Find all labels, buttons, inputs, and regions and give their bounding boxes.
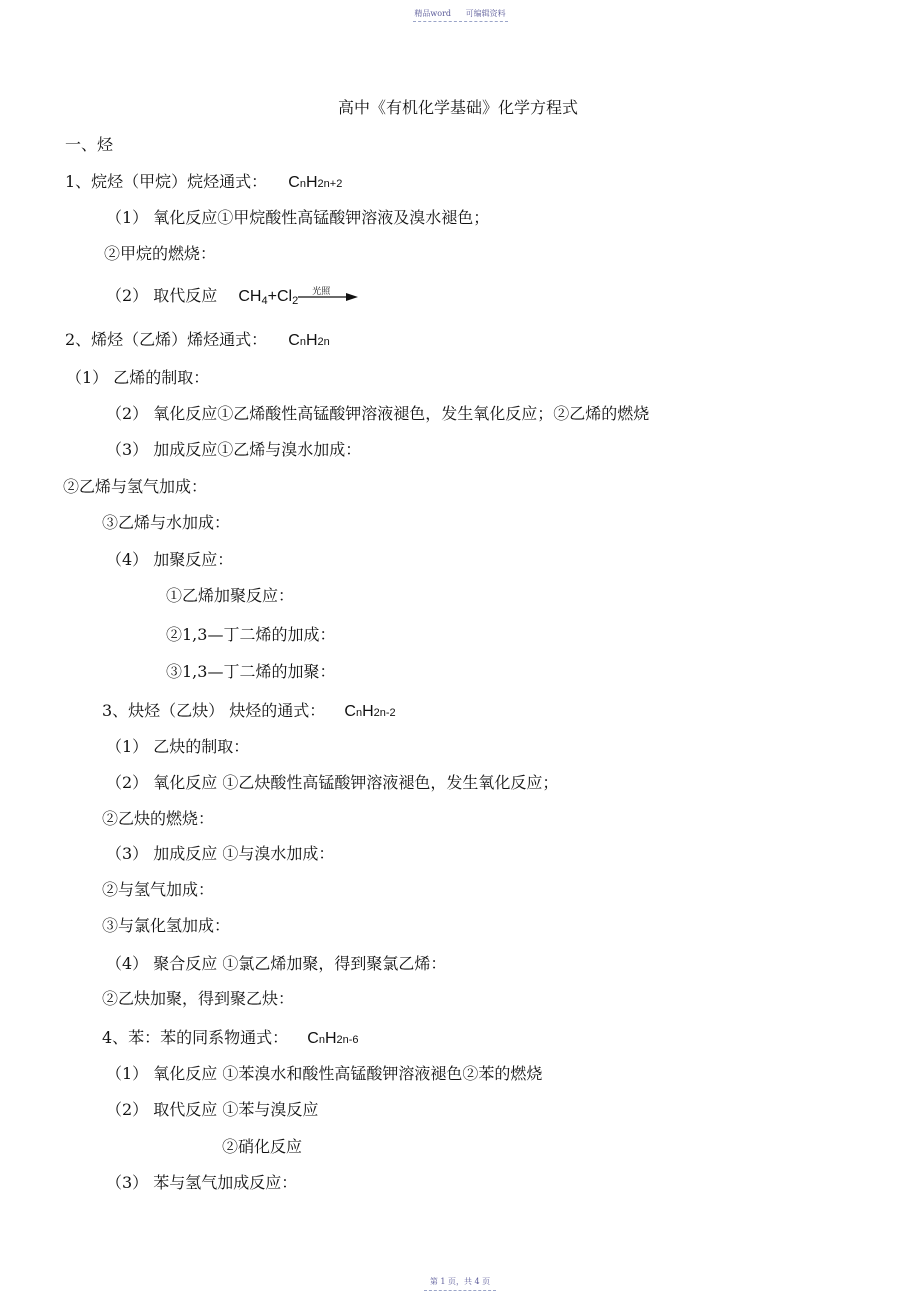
alkane-item-2 [106,286,358,311]
formula-c: C [344,703,356,720]
alkane-heading-text: 1、烷烃（甲烷）烷烃通式： [65,172,268,191]
header-left: 精品word [414,9,452,18]
alkene-item-3: （3） 加成反应①乙烯与溴水加成： [106,440,362,459]
page-footer: 第 1 页，共 4 页 [429,1277,491,1286]
formula-c: C [307,1030,319,1047]
alkene-item-2: （2） 氧化反应①乙烯酸性高锰酸钾溶液褪色，发生氧化反应；②乙烯的燃烧 [106,404,650,423]
alkyne-heading [102,701,396,723]
benzene-item-3: （3） 苯与氢气加成反应： [106,1173,298,1192]
benzene-item-2: （2） 取代反应 ①苯与溴反应 [106,1100,319,1119]
eq-ch: CH [238,288,262,305]
chlorination-equation [238,288,298,305]
alkane-heading [65,172,342,194]
page-title: 高中《有机化学基础》化学方程式 [338,98,579,117]
formula-c: C [288,332,300,349]
alkene-item-3c: ③乙烯与水加成： [102,513,231,532]
formula-n: n [299,178,306,190]
benzene-heading-text: 4、苯：苯的同系物通式： [102,1028,289,1047]
alkene-formula [288,332,330,349]
benzene-formula [307,1030,358,1047]
formula-sub: 2n+2 [317,178,343,190]
formula-h: H [305,332,318,349]
formula-h: H [305,174,318,191]
alkyne-item-4: （4） 聚合反应 ①氯乙烯加聚，得到聚氯乙烯： [106,954,447,973]
eq-plus-cl: +Cl [267,288,293,305]
alkyne-item-2: （2） 氧化反应 ①乙炔酸性高锰酸钾溶液褪色，发生氧化反应； [106,773,559,792]
header-right: 可编辑资料 [465,9,506,18]
alkane-formula [288,174,342,191]
section-heading-hydrocarbons: 一、烃 [65,135,114,154]
formula-n: n [299,336,306,348]
alkyne-item-1: （1） 乙炔的制取： [106,737,250,756]
alkene-item-4: （4） 加聚反应： [106,550,234,569]
alkyne-item-3b: ②与氢气加成： [102,880,215,899]
alkene-heading-text: 2、烯烃（乙烯）烯烃通式： [65,330,268,349]
footer-divider [424,1290,496,1291]
formula-h: H [324,1030,337,1047]
formula-sub: 2n [317,336,330,348]
alkyne-formula [344,703,395,720]
formula-sub: 2n-2 [373,707,396,719]
alkane-item-1b: ②甲烷的燃烧： [104,244,217,263]
alkyne-heading-text: 3、炔烃（乙炔） 炔烃的通式： [102,701,326,720]
header-divider [413,21,508,22]
alkane-item-1: （1） 氧化反应①甲烷酸性高锰酸钾溶液及溴水褪色； [106,208,490,227]
alkyne-item-2b: ②乙炔的燃烧： [102,809,215,828]
eq-sub-4: 4 [261,295,268,307]
formula-h: H [362,703,374,720]
alkyne-item-3: （3） 加成反应 ①与溴水加成： [106,844,335,863]
benzene-item-2b: ②硝化反应 [222,1137,303,1156]
alkene-item-4a: ①乙烯加聚反应： [166,586,295,605]
eq-sub-2: 2 [292,295,299,307]
alkyne-item-4b: ②乙炔加聚，得到聚乙炔： [102,989,295,1008]
reaction-arrow [298,287,358,307]
alkene-item-3b: ②乙烯与氢气加成： [63,477,208,496]
benzene-item-1: （1） 氧化反应 ①苯溴水和酸性高锰酸钾溶液褪色②苯的燃烧 [106,1064,543,1083]
alkene-item-4b: ②1,3—丁二烯的加成： [166,625,336,644]
alkene-heading [65,330,330,352]
alkyne-item-3c: ③与氯化氢加成： [102,916,231,935]
page-header [0,8,920,19]
reaction-condition: 光照 [312,286,331,297]
arrow-icon [298,293,358,303]
alkene-item-4c: ③1,3—丁二烯的加聚： [166,662,336,681]
formula-n: n [355,707,363,719]
alkene-item-1: （1） 乙烯的制取： [66,368,210,387]
formula-n: n [318,1034,325,1046]
formula-c: C [288,174,300,191]
benzene-heading [102,1028,359,1050]
alkane-item-2-text: （2） 取代反应 [106,286,218,305]
formula-sub: 2n-6 [336,1034,359,1046]
